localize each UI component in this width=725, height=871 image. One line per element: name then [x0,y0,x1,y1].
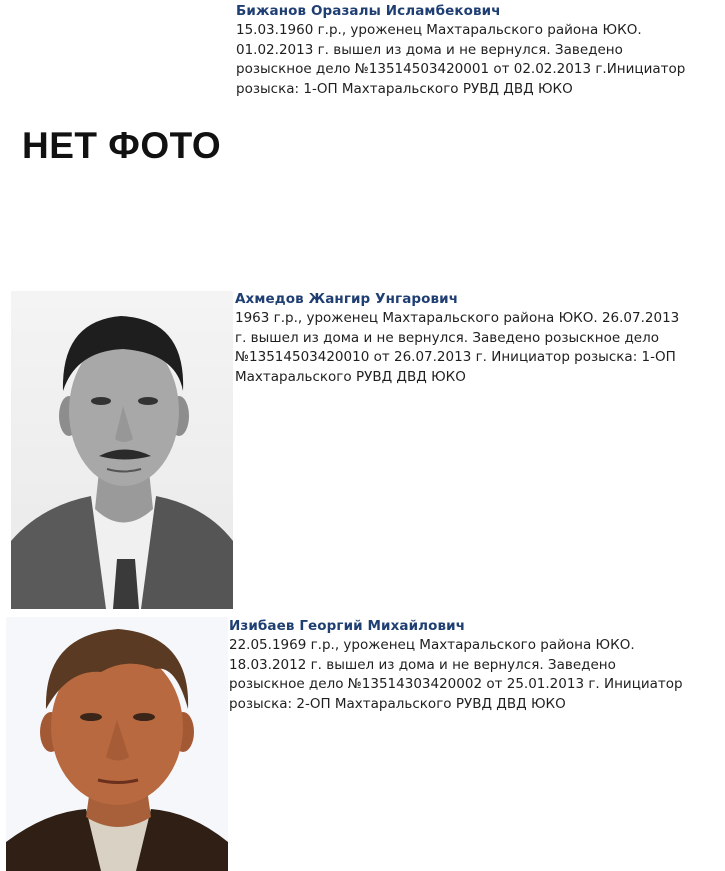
person-entry-3 [229,617,683,714]
person-entry-2 [235,290,679,387]
description-line: 18.03.2012 г. вышел из дома и не вернулся. Заведено [229,656,616,673]
person-photo-3 [6,617,228,871]
person-entry-1 [236,2,685,99]
description-line: 22.05.1969 г.р., уроженец Махтаральского района ЮКО. [229,637,635,653]
description-line: розыска: 1-ОП Махтаральского РУВД ДВД ЮКО [236,80,573,97]
description-line: 1963 г.р., уроженец Махтаральского района ЮКО. 26.07.2013 [235,310,680,326]
person-description [236,21,685,99]
person-name: Бижанов Оразалы Исламбекович [236,3,501,19]
description-line: розыска: 2-ОП Махтаральского РУВД ДВД ЮКО [229,695,566,712]
description-line: розыскное дело №13514303420002 от 25.01.2013 г. Инициатор [229,676,683,692]
description-line: 15.03.1960 г.р., уроженец Махтаральского района ЮКО. [236,22,642,38]
description-line: 01.02.2013 г. вышел из дома и не вернулся. Заведено [236,41,623,58]
person-description [229,636,683,714]
description-line: №13514503420010 от 26.07.2013 г. Инициатор розыска: 1-ОП [235,349,676,365]
no-photo-label: НЕТ ФОТО [22,125,222,166]
person-name: Ахмедов Жангир Унгарович [235,291,459,307]
description-line: г. вышел из дома и не вернулся. Заведено розыскное дело [235,329,660,346]
portrait-image [11,291,233,609]
portrait-image [6,617,228,871]
person-name: Изибаев Георгий Михайлович [229,618,466,634]
person-photo-2 [11,291,233,609]
description-line: Махтаральского РУВД ДВД ЮКО [235,368,466,385]
person-description [235,309,679,387]
description-line: розыскное дело №13514503420001 от 02.02.2013 г.Инициатор [236,61,686,77]
